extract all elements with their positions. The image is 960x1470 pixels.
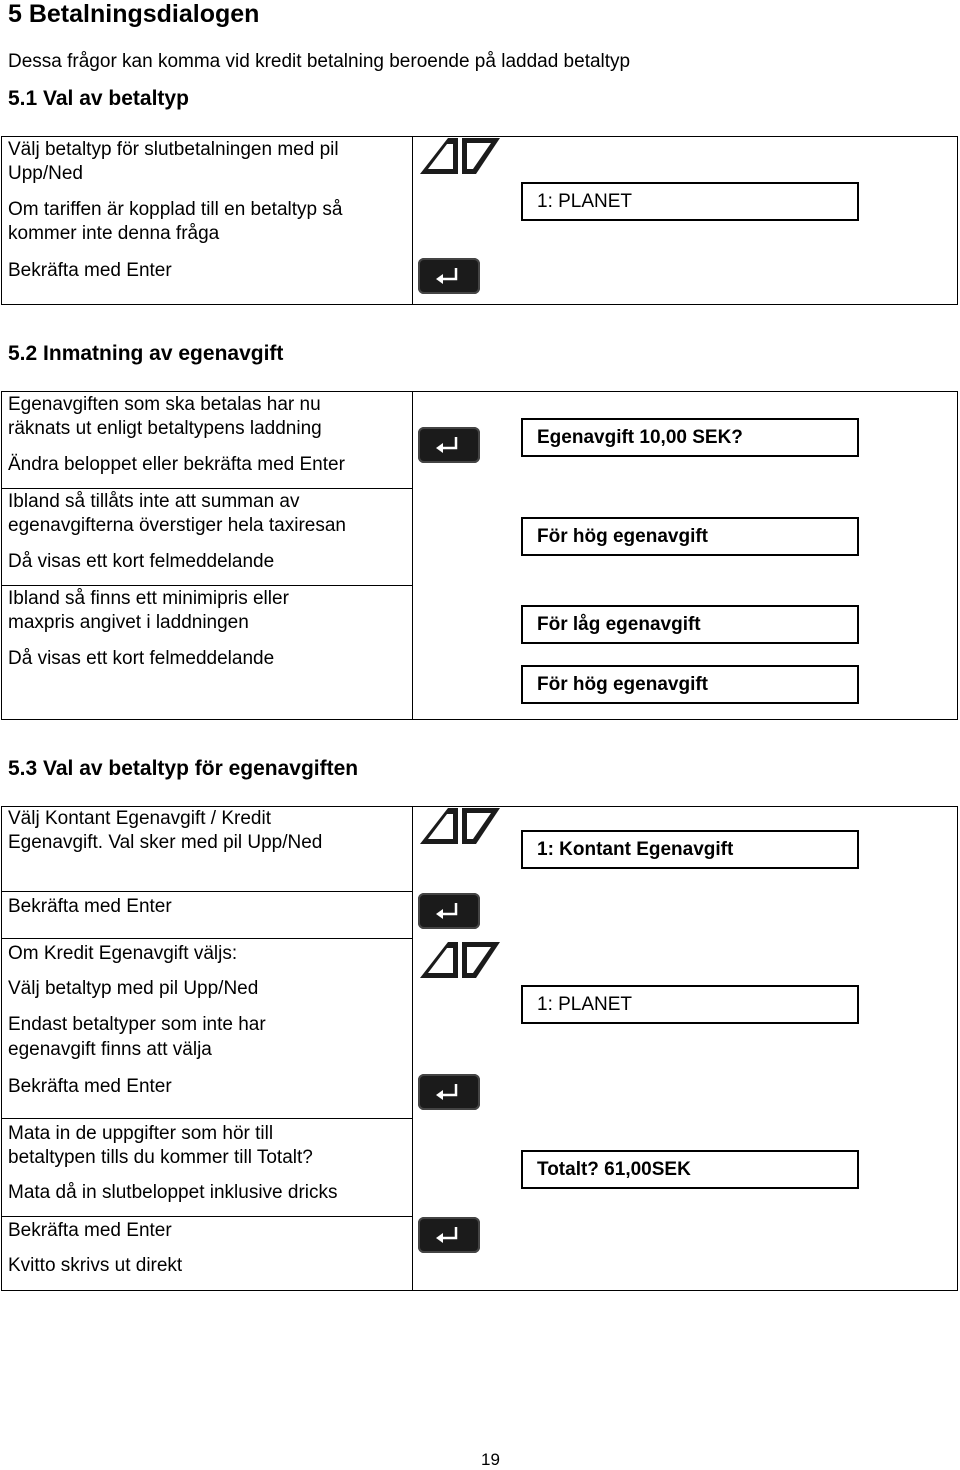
text-line: Bekräfta med Enter	[8, 260, 172, 281]
text-line: maxpris angivet i laddningen	[8, 612, 249, 633]
text-line: Endast betaltyper som inte har	[8, 1014, 266, 1035]
enter-key-icon	[418, 893, 480, 929]
table-divider	[412, 391, 413, 720]
text-line: Egenavgiften som ska betalas har nu	[8, 394, 321, 415]
row-divider	[1, 938, 413, 939]
text-line: Välj betaltyp med pil Upp/Ned	[8, 978, 259, 999]
text-line: kommer inte denna fråga	[8, 223, 220, 244]
enter-key-icon	[418, 427, 480, 463]
text-line: Mata då in slutbeloppet inklusive dricks	[8, 1182, 338, 1203]
text-line: Upp/Ned	[8, 163, 83, 184]
text-line: Då visas ett kort felmeddelande	[8, 648, 275, 669]
text-line: Bekräfta med Enter	[8, 896, 172, 917]
text-line: räknats ut enligt betaltypens laddning	[8, 418, 322, 439]
display-field: 1: PLANET	[521, 182, 859, 221]
up-down-arrow-keys-icon	[418, 940, 502, 980]
text-line: Egenavgift. Val sker med pil Upp/Ned	[8, 832, 323, 853]
text-line: Ibland så finns ett minimipris eller	[8, 588, 289, 609]
up-down-arrow-keys-icon	[418, 136, 502, 176]
row-divider	[1, 488, 413, 489]
row-divider	[1, 891, 413, 892]
display-field: 1: Kontant Egenavgift	[521, 830, 859, 869]
text-line: Mata in de uppgifter som hör till	[8, 1123, 274, 1144]
intro-text: Dessa frågor kan komma vid kredit betalning beroende på laddad betaltyp	[8, 51, 631, 72]
section-5-2-title: 5.2 Inmatning av egenavgift	[8, 342, 284, 365]
section-5-1-title: 5.1 Val av betaltyp	[8, 87, 189, 110]
text-line: Då visas ett kort felmeddelande	[8, 551, 275, 572]
enter-key-icon	[418, 1074, 480, 1110]
text-line: Bekräfta med Enter	[8, 1220, 172, 1241]
row-divider	[1, 585, 413, 586]
text-line: egenavgift finns att välja	[8, 1039, 212, 1060]
text-line: Ibland så tillåts inte att summan av	[8, 491, 300, 512]
display-field: Totalt? 61,00SEK	[521, 1150, 859, 1189]
text-line: Välj Kontant Egenavgift / Kredit	[8, 808, 271, 829]
table-divider	[412, 136, 413, 305]
section-5-3-title: 5.3 Val av betaltyp för egenavgiften	[8, 757, 359, 780]
page-title: 5 Betalningsdialogen	[8, 0, 260, 28]
page-number: 19	[481, 1450, 500, 1469]
text-line: Välj betaltyp för slutbetalningen med pil	[8, 139, 339, 160]
table-divider	[412, 806, 413, 1291]
row-divider	[1, 1118, 413, 1119]
enter-key-icon	[418, 258, 480, 294]
text-line: egenavgifterna överstiger hela taxiresan	[8, 515, 346, 536]
text-line: Kvitto skrivs ut direkt	[8, 1255, 183, 1276]
text-line: Bekräfta med Enter	[8, 1076, 172, 1097]
display-field: För låg egenavgift	[521, 605, 859, 644]
display-field: 1: PLANET	[521, 985, 859, 1024]
display-field: För hög egenavgift	[521, 665, 859, 704]
text-line: Ändra beloppet eller bekräfta med Enter	[8, 454, 345, 475]
text-line: betaltypen tills du kommer till Totalt?	[8, 1147, 313, 1168]
display-field: Egenavgift 10,00 SEK?	[521, 418, 859, 457]
row-divider	[1, 1216, 413, 1217]
text-line: Om Kredit Egenavgift väljs:	[8, 943, 238, 964]
text-line: Om tariffen är kopplad till en betaltyp så	[8, 199, 343, 220]
up-down-arrow-keys-icon	[418, 806, 502, 846]
enter-key-icon	[418, 1217, 480, 1253]
display-field: För hög egenavgift	[521, 517, 859, 556]
